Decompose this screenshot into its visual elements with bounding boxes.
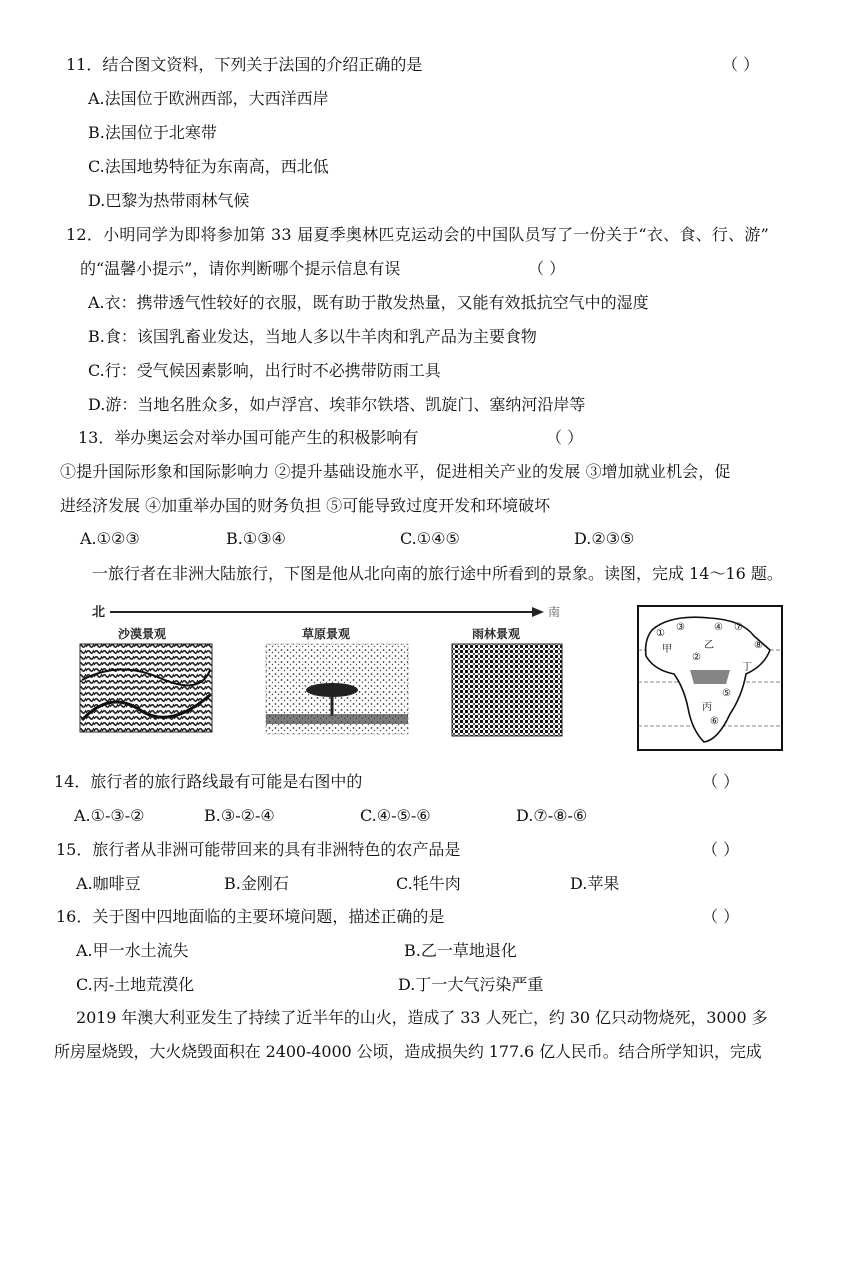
map-label-6: ⑥ [710, 716, 719, 727]
africa-figure-svg [70, 600, 790, 760]
q15-stem: 15．旅行者从非洲可能带回来的具有非洲特色的农产品是 [56, 840, 461, 859]
q14-option-b[interactable]: B.③-②-④ [204, 806, 275, 825]
q16-option-b[interactable]: B.乙一草地退化 [404, 941, 517, 960]
map-label-2: ② [692, 652, 701, 663]
q14-stem: 14．旅行者的旅行路线最有可能是右图中的 [54, 772, 363, 791]
q12-option-b[interactable]: B.食：该国乳畜业发达，当地人多以牛羊肉和乳产品为主要食物 [88, 327, 537, 346]
q15-option-d[interactable]: D.苹果 [570, 874, 620, 893]
q11-option-c[interactable]: C.法国地势特征为东南高，西北低 [88, 157, 329, 176]
desert-landscape-image [80, 644, 212, 732]
q16-option-c[interactable]: C.丙-土地荒漠化 [76, 975, 195, 994]
desert-panel-label: 沙漠景观 [118, 627, 167, 641]
map-label-7: ⑦ [734, 622, 743, 633]
q12-option-d[interactable]: D.游：当地名胜众多，如卢浮宫、埃菲尔铁塔、凯旋门、塞纳河沿岸等 [88, 395, 586, 414]
q13-option-b[interactable]: B.①③④ [226, 529, 286, 548]
arrow-head-icon [532, 607, 544, 617]
q12-option-a[interactable]: A.衣：携带透气性较好的衣服，既有助于散发热量，又能有效抵抗空气中的湿度 [88, 293, 649, 312]
map-label-1: ① [656, 628, 665, 639]
acacia-tree-icon [306, 683, 358, 697]
south-label: 南 [548, 605, 561, 619]
q11-option-d[interactable]: D.巴黎为热带雨林气候 [88, 191, 250, 210]
q16-answer-paren[interactable]: （ ） [702, 907, 740, 926]
q13-option-d[interactable]: D.②③⑤ [574, 529, 635, 548]
map-label-5: ⑤ [722, 688, 731, 699]
q12-answer-paren[interactable]: （ ） [528, 259, 566, 278]
q16-option-d[interactable]: D.丁一大气污染严重 [398, 975, 544, 994]
africa-figure [70, 600, 790, 760]
q14-option-d[interactable]: D.⑦-⑧-⑥ [516, 806, 588, 825]
q12-stem-line2: 的“温馨小提示”，请你判断哪个提示信息有误 [80, 259, 401, 278]
q16-option-a[interactable]: A.甲一水土流失 [76, 941, 189, 960]
q14-option-c[interactable]: C.④-⑤-⑥ [360, 806, 431, 825]
q13-option-a[interactable]: A.①②③ [80, 529, 140, 548]
q14-option-a[interactable]: A.①-③-② [74, 806, 145, 825]
map-label-ding: 丁 [742, 662, 752, 673]
q17-intro-line2: 所房屋烧毁，大火烧毁面积在 2400-4000 公顷，造成损失约 177.6 亿人民币。结合所学知识，完成 [54, 1042, 762, 1061]
rainforest-panel-label: 雨林景观 [472, 627, 521, 641]
q13-answer-paren[interactable]: （ ） [546, 428, 584, 447]
map-label-jia: 甲 [662, 644, 672, 655]
q13-body-line1: ①提升国际形象和国际影响力 ②提升基础设施水平，促进相关产业的发展 ③增加就业机会，促 [60, 462, 731, 481]
map-label-8: ⑧ [754, 640, 763, 651]
q11-answer-paren[interactable]: （ ） [722, 55, 760, 74]
north-label: 北 [92, 604, 106, 619]
map-label-yi: 乙 [704, 640, 714, 651]
q13-body-line2: 进经济发展 ④加重举办国的财务负担 ⑤可能导致过度开发和环境破坏 [60, 496, 551, 515]
q14-16-intro: 一旅行者在非洲大陆旅行，下图是他从北向南的旅行途中所看到的景象。读图，完成 14～16 题。 [92, 564, 783, 583]
q14-answer-paren[interactable]: （ ） [702, 772, 740, 791]
q11-option-a[interactable]: A.法国位于欧洲西部，大西洋西岸 [88, 89, 329, 108]
map-label-bing: 丙 [702, 702, 712, 713]
q11-option-b[interactable]: B.法国位于北寒带 [88, 123, 217, 142]
q13-stem: 13．举办奥运会对举办国可能产生的积极影响有 [78, 428, 419, 447]
q15-option-b[interactable]: B.金刚石 [224, 874, 289, 893]
q16-stem: 16．关于图中四地面临的主要环境问题，描述正确的是 [56, 907, 445, 926]
map-label-4: ④ [714, 622, 723, 633]
q15-answer-paren[interactable]: （ ） [702, 840, 740, 859]
savanna-panel-label: 草原景观 [302, 627, 351, 641]
rainforest-landscape-image [452, 644, 562, 736]
q13-option-c[interactable]: C.①④⑤ [400, 529, 460, 548]
q12-stem-line1: 12．小明同学为即将参加第 33 届夏季奥林匹克运动会的中国队员写了一份关于“衣、食、行、游” [66, 225, 770, 244]
q15-option-a[interactable]: A.咖啡豆 [76, 874, 141, 893]
map-label-3: ③ [676, 622, 685, 633]
q15-option-c[interactable]: C.牦牛肉 [396, 874, 461, 893]
q12-option-c[interactable]: C.行：受气候因素影响，出行时不必携带防雨工具 [88, 361, 441, 380]
q17-intro-line1: 2019 年澳大利亚发生了持续了近半年的山火，造成了 33 人死亡，约 30 亿只动物烧死，3000 多 [76, 1008, 768, 1027]
q11-stem: 11．结合图文资料，下列关于法国的介绍正确的是 [66, 55, 423, 74]
